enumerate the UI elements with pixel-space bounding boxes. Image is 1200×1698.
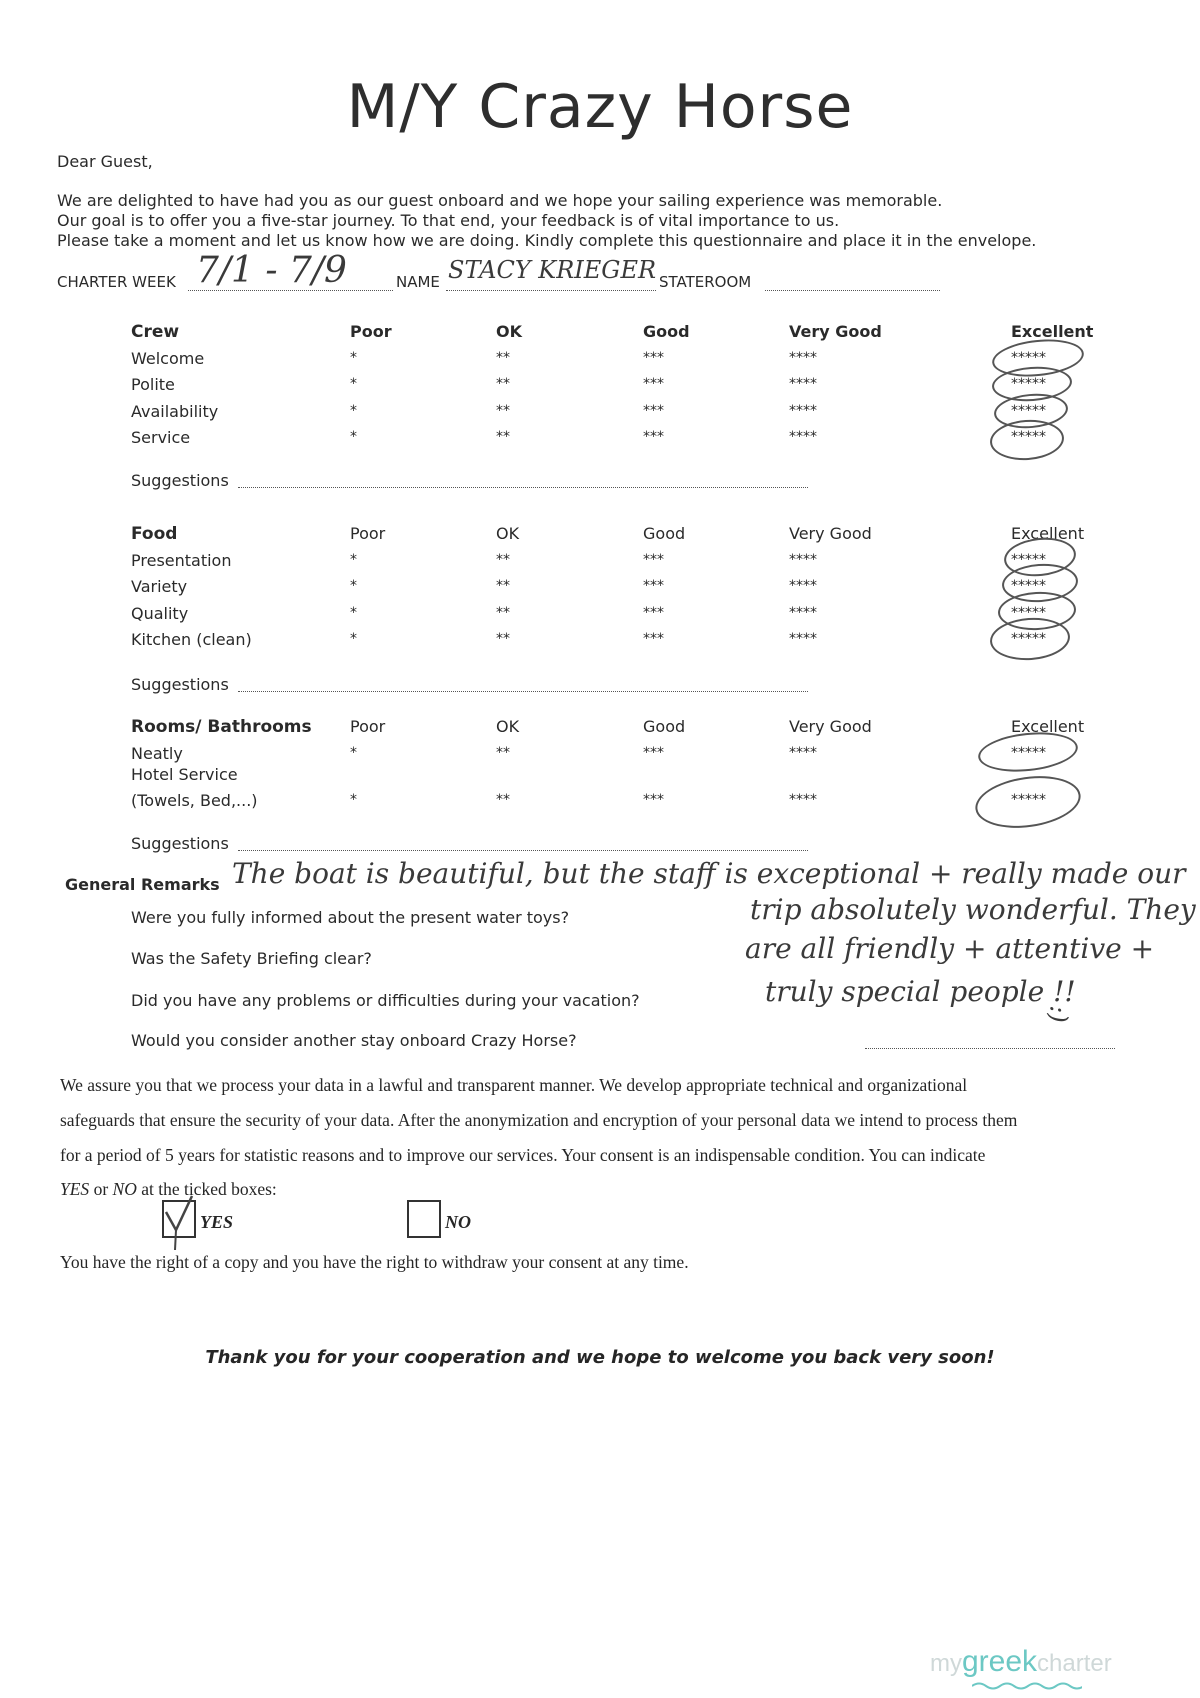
- rating-option[interactable]: *: [350, 429, 357, 445]
- rooms-item-towels: (Towels, Bed,...): [131, 791, 258, 810]
- rating-option[interactable]: ***: [643, 631, 664, 647]
- rating-option[interactable]: ***: [643, 552, 664, 568]
- rating-option-selected[interactable]: *****: [1011, 745, 1046, 761]
- rating-option[interactable]: ***: [643, 429, 664, 445]
- rating-option-selected[interactable]: *****: [1011, 350, 1046, 366]
- rating-option[interactable]: ****: [789, 605, 817, 621]
- name-value[interactable]: STACY KRIEGER: [448, 256, 657, 284]
- rating-option[interactable]: *: [350, 376, 357, 392]
- rating-option-selected[interactable]: *****: [1011, 552, 1046, 568]
- charter-week-value[interactable]: 7/1 - 7/9: [196, 250, 347, 291]
- selection-circle: [976, 728, 1079, 776]
- rating-option[interactable]: **: [496, 745, 510, 761]
- rating-option[interactable]: ****: [789, 745, 817, 761]
- food-item-presentation: Presentation: [131, 551, 232, 570]
- rating-option[interactable]: ****: [789, 578, 817, 594]
- food-col-excellent: Excellent: [1011, 524, 1085, 543]
- selection-circle: [989, 417, 1066, 462]
- rating-option[interactable]: *: [350, 350, 357, 366]
- crew-item-polite: Polite: [131, 375, 175, 394]
- rating-option[interactable]: ****: [789, 429, 817, 445]
- thank-you-note: Thank you for your cooperation and we hope to welcome you back very soon!: [205, 1347, 995, 1368]
- food-col-good: Good: [643, 524, 686, 543]
- rating-option-selected[interactable]: *****: [1011, 403, 1046, 419]
- rating-option[interactable]: *: [350, 631, 357, 647]
- rating-option[interactable]: ****: [789, 552, 817, 568]
- rating-option[interactable]: ****: [789, 403, 817, 419]
- wave-icon: [972, 1681, 1082, 1691]
- name-label: NAME: [396, 273, 440, 291]
- rating-option-selected[interactable]: *****: [1011, 429, 1046, 445]
- general-remark-line-4[interactable]: truly special people !!: [765, 975, 1076, 1008]
- crew-col-very-good: Very Good: [789, 322, 882, 341]
- food-item-quality: Quality: [131, 604, 189, 623]
- rating-option[interactable]: ***: [643, 403, 664, 419]
- crew-suggestions-field[interactable]: [238, 486, 808, 488]
- privacy-yes-word: YES: [60, 1179, 90, 1199]
- watermark-right: charter: [1037, 1650, 1112, 1677]
- rating-option[interactable]: **: [496, 376, 510, 392]
- selection-circle: [972, 770, 1084, 834]
- crew-item-availability: Availability: [131, 402, 219, 421]
- rooms-col-ok: OK: [496, 717, 520, 736]
- rating-option[interactable]: *: [350, 745, 357, 761]
- rating-option[interactable]: **: [496, 350, 510, 366]
- intro-line-1: We are delighted to have had you as our guest onboard and we hope your sailing experience was memorable.: [57, 191, 943, 210]
- crew-item-welcome: Welcome: [131, 349, 205, 368]
- privacy-line-1: We assure you that we process your data in a lawful and transparent manner. We develop appropriate technical and organizational: [60, 1075, 968, 1095]
- rooms-suggestions-field[interactable]: [238, 849, 808, 851]
- consent-no-checkbox[interactable]: [407, 1200, 441, 1238]
- rating-option[interactable]: **: [496, 552, 510, 568]
- general-remark-line-3[interactable]: are all friendly + attentive +: [745, 932, 1155, 965]
- watermark-brand: greek: [962, 1645, 1038, 1678]
- crew-suggestions-label: Suggestions: [131, 471, 229, 490]
- privacy-no-word: NO: [112, 1179, 137, 1199]
- question-safety-briefing: Was the Safety Briefing clear?: [131, 949, 372, 968]
- rating-option[interactable]: ***: [643, 578, 664, 594]
- privacy-rights: You have the right of a copy and you have the right to withdraw your consent at any time.: [60, 1252, 689, 1272]
- rooms-item-neatly: Neatly: [131, 744, 183, 763]
- food-suggestions-label: Suggestions: [131, 675, 229, 694]
- rating-option[interactable]: *: [350, 578, 357, 594]
- charter-week-label: CHARTER WEEK: [57, 273, 176, 291]
- question-problems: Did you have any problems or difficulties during your vacation?: [131, 991, 640, 1010]
- intro-line-2: Our goal is to offer you a five-star journey. To that end, your feedback is of vital importance to us.: [57, 211, 840, 230]
- privacy-line-2: safeguards that ensure the security of your data. After the anonymization and encryption of your personal data we intend to process them: [60, 1110, 1018, 1130]
- rating-option[interactable]: **: [496, 429, 510, 445]
- stateroom-label: STATEROOM: [659, 273, 752, 291]
- general-remarks-label: General Remarks: [65, 875, 220, 894]
- rating-option[interactable]: **: [496, 578, 510, 594]
- another-stay-answer-field[interactable]: [865, 1047, 1115, 1049]
- rating-option-selected[interactable]: *****: [1011, 631, 1046, 647]
- rating-option[interactable]: ****: [789, 350, 817, 366]
- rating-option[interactable]: ****: [789, 792, 817, 808]
- crew-col-good: Good: [643, 322, 690, 341]
- rating-option[interactable]: *: [350, 605, 357, 621]
- food-heading: Food: [131, 524, 178, 544]
- rooms-heading: Rooms/ Bathrooms: [131, 717, 312, 737]
- general-remark-line-2[interactable]: trip absolutely wonderful. They: [750, 893, 1196, 926]
- selection-circle: [989, 615, 1072, 662]
- rating-option[interactable]: *: [350, 552, 357, 568]
- rating-option[interactable]: *: [350, 403, 357, 419]
- privacy-or-word: or: [89, 1179, 113, 1199]
- general-remark-line-1[interactable]: The boat is beautiful, but the staff is exceptional + really made our: [232, 857, 1186, 890]
- rating-option[interactable]: ***: [643, 376, 664, 392]
- consent-no-label: NO: [445, 1212, 471, 1232]
- food-col-ok: OK: [496, 524, 520, 543]
- rooms-col-good: Good: [643, 717, 686, 736]
- rating-option[interactable]: ****: [789, 631, 817, 647]
- crew-item-service: Service: [131, 428, 191, 447]
- name-line: [446, 289, 656, 291]
- food-item-variety: Variety: [131, 577, 188, 596]
- rating-option[interactable]: **: [496, 631, 510, 647]
- privacy-line-4: [60, 1172, 1160, 1207]
- rooms-col-excellent: Excellent: [1011, 717, 1085, 736]
- greeting: Dear Guest,: [57, 152, 153, 171]
- rating-option[interactable]: ****: [789, 376, 817, 392]
- intro-line-3: Please take a moment and let us know how we are doing. Kindly complete this questionnaire and place it in the envelope.: [57, 231, 1037, 250]
- privacy-line-3: for a period of 5 years for statistic reasons and to improve our services. Your consent is an indispensable condition. You can indicate: [60, 1145, 986, 1165]
- crew-col-excellent: Excellent: [1011, 322, 1094, 341]
- food-item-kitchen: Kitchen (clean): [131, 630, 252, 649]
- crew-col-ok: OK: [496, 322, 522, 341]
- rating-option[interactable]: *: [350, 792, 357, 808]
- consent-yes-checkbox[interactable]: [162, 1200, 196, 1238]
- checkmark-icon: [164, 1202, 194, 1236]
- rating-option[interactable]: **: [496, 403, 510, 419]
- rating-option-selected[interactable]: *****: [1011, 578, 1046, 594]
- rating-option-selected[interactable]: *****: [1011, 376, 1046, 392]
- question-another-stay: Would you consider another stay onboard Crazy Horse?: [131, 1031, 577, 1050]
- food-col-poor: Poor: [350, 524, 386, 543]
- smiley-drawing: :): [1044, 1005, 1073, 1023]
- rooms-suggestions-label: Suggestions: [131, 834, 229, 853]
- rating-option[interactable]: **: [496, 792, 510, 808]
- crew-heading: Crew: [131, 322, 180, 342]
- page-title: M/Y Crazy Horse: [346, 72, 854, 142]
- watermark-left: my: [930, 1650, 962, 1677]
- rooms-col-poor: Poor: [350, 717, 386, 736]
- stateroom-line[interactable]: [765, 289, 940, 291]
- rating-option-selected[interactable]: *****: [1011, 605, 1046, 621]
- rating-option[interactable]: **: [496, 605, 510, 621]
- rating-option[interactable]: ***: [643, 350, 664, 366]
- rating-option[interactable]: ***: [643, 745, 664, 761]
- food-suggestions-field[interactable]: [238, 690, 808, 692]
- rating-option[interactable]: ***: [643, 605, 664, 621]
- rating-option[interactable]: ***: [643, 792, 664, 808]
- food-col-very-good: Very Good: [789, 524, 872, 543]
- rating-option-selected[interactable]: *****: [1011, 792, 1046, 808]
- watermark-logo: [930, 1645, 1112, 1679]
- rooms-item-hotel-service: Hotel Service: [131, 765, 238, 784]
- consent-yes-label: YES: [200, 1212, 234, 1232]
- crew-col-poor: Poor: [350, 322, 392, 341]
- question-water-toys: Were you fully informed about the present water toys?: [131, 908, 570, 927]
- privacy-line-4-rest: at the ticked boxes:: [136, 1179, 277, 1199]
- rooms-col-very-good: Very Good: [789, 717, 872, 736]
